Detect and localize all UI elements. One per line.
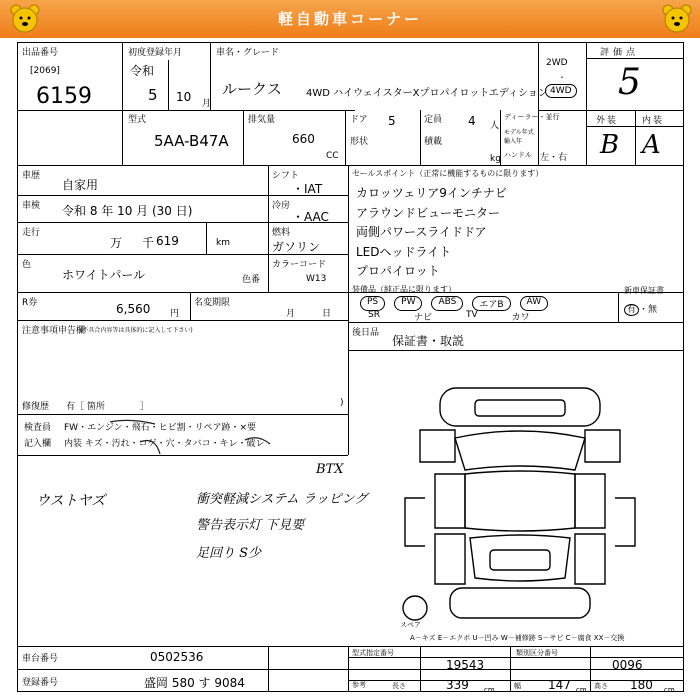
equip-abs: ABS [431,296,463,311]
sales-points [356,184,507,282]
history: 自家用 [62,178,99,192]
car-name: ルークス [222,80,282,98]
mileage: 619 [156,234,179,248]
import-year-label: 輸入年 [504,138,523,145]
colorcode: W13 [306,274,327,284]
dealer-label: ディーラー・並行 [504,113,560,121]
handle-label: ハンドル [504,151,532,159]
remark-1: 衝突軽減システム ラッピング [196,492,368,507]
spare-label: スペア [400,621,421,629]
tax-label: R券 [22,298,38,308]
inspection-label: 車検 [22,201,41,211]
inspector-row-1: FW・エンジン・飛石・ヒビ割・リペア跡・×要 [64,423,256,433]
bear-logo-icon [660,3,694,35]
caution-label: 注意事項申告欄 [22,326,86,336]
sales-label: セールスポイント（正常に機能するものに限ります） [352,169,544,178]
displacement: 660 [292,132,315,146]
equip-pw: PW [394,296,422,311]
sales-point: カロッツェリア9インチナビ [356,186,507,200]
warranty-no: 無 [648,305,658,315]
reg-year: 5 [148,86,158,104]
banner-title: 軽自動車コーナー [277,10,422,28]
grade: 4WD ハイウェイスターXプロパイロットエディション [306,88,548,99]
int-score: A [642,130,661,160]
warranty-label: 新車保証書 [624,286,664,295]
model-year-label: モデル年式 [504,129,534,136]
disp-unit: CC [326,151,339,161]
documents-label: 後日品 [352,328,380,338]
height-label: 高さ [594,682,608,690]
model-code: 5AA-B47A [154,132,229,150]
shift: ・IAT [292,182,323,196]
month-unit: 月 [202,99,212,109]
remark-2: 警告表示灯 下見要 [196,518,305,533]
lot-sub: [2069] [30,66,60,76]
equip-sr: SR [368,310,380,320]
equip-navi: ナビ [413,313,432,323]
transfer-month: 月 [286,309,296,319]
inspector-label-1: 検査員 [24,423,52,433]
height: 180 [630,678,653,692]
color-label: 色 [22,260,32,270]
int-label: 内装 [642,116,665,126]
equip-leather: カワ [511,313,530,323]
warranty-yes: 有 [624,304,639,316]
chassis-number: 0502536 [150,650,204,664]
colorno-label: 色番 [242,275,261,285]
era: 令和 [130,64,155,78]
remark-left: ウストヤズ [36,493,106,509]
documents: 保証書・取説 [392,334,465,348]
ext-label: 外装 [596,116,619,126]
color: ホワイトパール [62,268,146,282]
name-label: 車名・グレード [216,48,280,58]
disp-label: 排気量 [248,115,276,125]
equipment-codes [360,296,548,311]
overall-score: 5 [618,62,641,103]
ref-label: 参考 [352,681,366,689]
history-label: 車歴 [22,171,41,181]
shift-label: シフト [272,171,300,181]
equip-tv: TV [465,310,478,320]
cm-unit: cm [664,686,675,694]
drive-4wd: 4WD [545,84,577,98]
doors: 5 [388,114,396,128]
sales-point: アラウンドビューモニター [356,205,501,220]
length-label: 長さ [392,682,406,690]
load-unit: kg [490,154,501,164]
equip-ps: PS [360,296,385,311]
class-number: 0096 [612,658,643,672]
typeno-label: 型式指定番号 [352,649,394,657]
sales-point: プロパイロット [356,264,440,278]
damage-legend: A－キズ E－エクボ U－凹み W－補修跡 S－サビ C－腐食 XX－交換 [410,634,625,642]
score-label: 評価点 [600,48,640,58]
ac: ・AAC [292,210,329,224]
seats-label: 定員 [424,115,443,125]
handwritten-strikethrough [100,414,300,464]
width: 147 [548,678,571,692]
model-label: 型式 [128,115,147,125]
sales-point: 両側パワースライドドア [356,225,487,239]
mileage-unit: km [216,238,230,248]
width-label: 幅 [514,682,521,690]
shape-label: 形状 [350,137,369,147]
equip-airbag: エアB [472,296,510,311]
inspector-label-2: 記入欄 [24,439,52,449]
handle: 左・右 [540,153,568,163]
lot-number: 6159 [36,84,92,109]
lot-label: 出品番号 [22,48,59,58]
first-reg-label: 初度登録年月 [128,48,183,58]
car-diagram [395,378,645,628]
inspector-row-2: 内装 キズ・汚れ・コゲ・穴・タバコ・キレ・破レ [64,439,265,449]
chassis-label: 車台番号 [22,654,59,664]
sales-point: LEDヘッドライト [356,244,452,259]
ext-score: B [600,130,620,160]
length: 339 [446,678,469,692]
ac-label: 冷房 [272,201,291,211]
fuel-label: 燃料 [272,228,291,238]
inspection-date: 令和 8 年 10 月 (30 日) [62,204,193,218]
warranty-options: 有 ・無 [624,302,657,315]
colorcode-label: カラーコード [272,260,327,270]
tax-unit: 円 [170,309,180,319]
mileage-label: 走行 [22,228,41,238]
remark-3: 足回り S少 [196,546,262,561]
door-label: ドア [350,115,368,125]
caution-sub: (不具合内容等は具体的に記入して下さい) [80,327,193,334]
bear-logo-icon [8,3,42,35]
transfer-label: 名変期限 [194,298,231,308]
mileage-man: 万 [110,236,123,250]
equip-aw: AW [520,296,549,311]
cm-unit: cm [484,686,495,694]
repair: 有［ 箇所 [66,402,105,412]
type-number: 19543 [446,658,485,672]
tax: 6,560 [116,302,151,316]
drive-2wd: 2WD [546,58,568,68]
classno-label: 類別区分番号 [516,649,558,657]
cm-unit: cm [576,686,587,694]
plate-number: 盛岡 580 す 9084 [144,676,245,690]
equipment-names [368,310,530,323]
seats: 4 [468,114,476,128]
transfer-day: 日 [322,309,332,319]
remark-top: BTX [316,462,344,477]
mileage-sen: 千 [142,236,155,250]
load-label: 積載 [424,137,443,147]
plate-label: 登録番号 [22,678,59,688]
repair-label: 修復歴 [22,402,50,412]
equipment-label: 装備品（純正品に限ります） [352,285,456,294]
fuel: ガソリン [272,240,321,254]
seats-unit: 人 [490,121,500,131]
reg-month: 10 [176,90,192,104]
